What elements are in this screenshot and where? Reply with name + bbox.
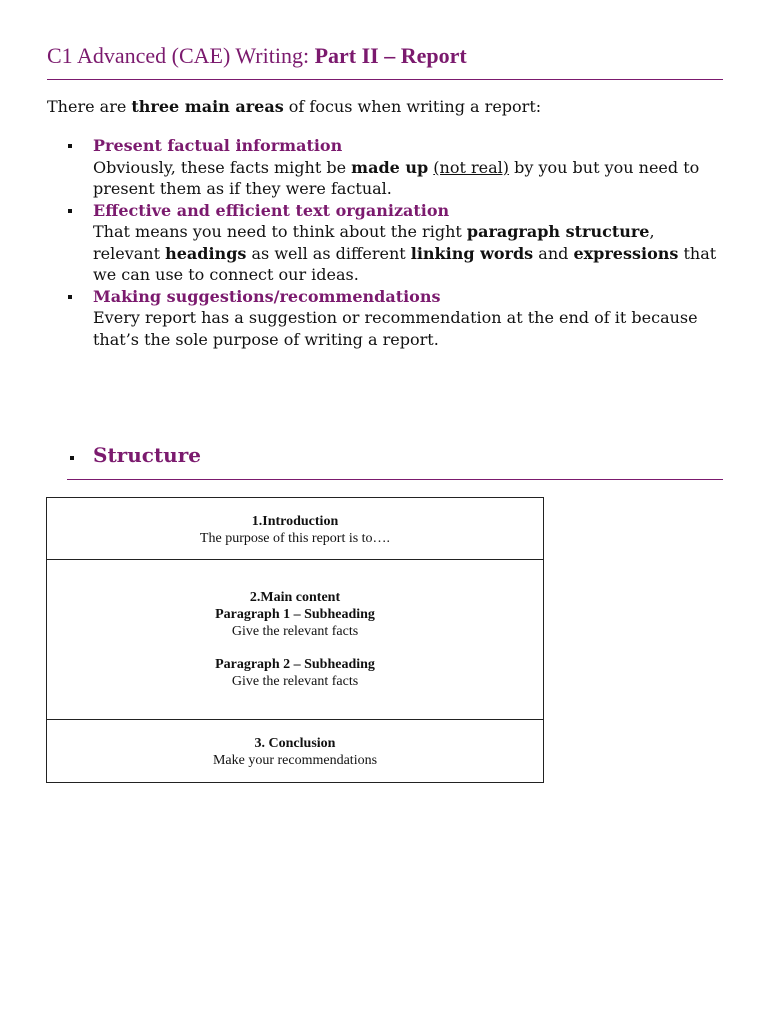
bullet-marker: [68, 209, 72, 213]
bullet-heading: Making suggestions/recommendations: [93, 286, 441, 306]
text: that we can use to connect our ideas.: [93, 243, 717, 284]
paragraph2-title: Paragraph 2 – Subheading: [215, 657, 375, 672]
spacer: [47, 640, 543, 656]
structure-heading: Structure: [93, 443, 201, 467]
intro-pre: There are: [47, 97, 132, 116]
bullet-marker: [68, 295, 72, 299]
underlined-text: (not real): [433, 157, 510, 177]
intro-cell-title: 1.Introduction: [251, 514, 339, 529]
bold-text: linking words: [410, 243, 534, 263]
list-item: [66, 200, 726, 286]
intro-post: of focus when writing a report:: [283, 97, 542, 116]
text: by you but you need to present them as if they were factual.: [93, 157, 700, 198]
paragraph2-text: Give the relevant facts: [231, 674, 359, 689]
document-title: [47, 43, 467, 69]
text: That means you need to think about the right: [93, 222, 467, 241]
bullet-marker: [68, 144, 72, 148]
bold-text: expressions: [573, 243, 679, 263]
bold-text: made up: [351, 157, 429, 177]
title-rule: [47, 79, 723, 80]
bullet-heading: Effective and efficient text organization: [93, 200, 450, 220]
structure-rule: [67, 479, 723, 480]
bold-text: headings: [165, 243, 247, 263]
conclusion-cell-text: Make your recommendations: [212, 753, 378, 768]
conclusion-cell-title: 3. Conclusion: [254, 736, 336, 751]
bullet-marker: [70, 456, 74, 460]
table-row-main-content: [47, 560, 543, 720]
text: Obviously, these facts might be: [93, 157, 352, 177]
intro-bold: three main areas: [131, 97, 284, 116]
bullet-body: Every report has a suggestion or recommendation at the end of it because that’s the sole purpose of writing a report.: [93, 308, 698, 349]
title-prefix: C1 Advanced (CAE) Writing:: [47, 43, 315, 68]
bullet-body: [93, 221, 726, 286]
bullet-heading: Present factual information: [93, 136, 343, 155]
paragraph1-text: Give the relevant facts: [231, 624, 359, 639]
list-item: [66, 286, 726, 351]
focus-areas-list: [66, 135, 726, 350]
list-item: [66, 135, 726, 200]
paragraph1-title: Paragraph 1 – Subheading: [215, 607, 375, 622]
text: as well as different: [246, 243, 411, 263]
text: and: [533, 243, 574, 263]
intro-cell-text: The purpose of this report is to….: [199, 531, 391, 546]
table-row-introduction: [47, 498, 543, 560]
table-row-conclusion: [47, 720, 543, 782]
text: , relevant: [93, 222, 655, 263]
main-cell-title: 2.Main content: [249, 590, 341, 605]
bullet-body: [93, 157, 726, 200]
title-bold: Part II – Report: [314, 43, 467, 68]
intro-paragraph: [47, 97, 541, 116]
bold-text: paragraph structure: [466, 222, 650, 241]
report-structure-table: [46, 497, 544, 783]
